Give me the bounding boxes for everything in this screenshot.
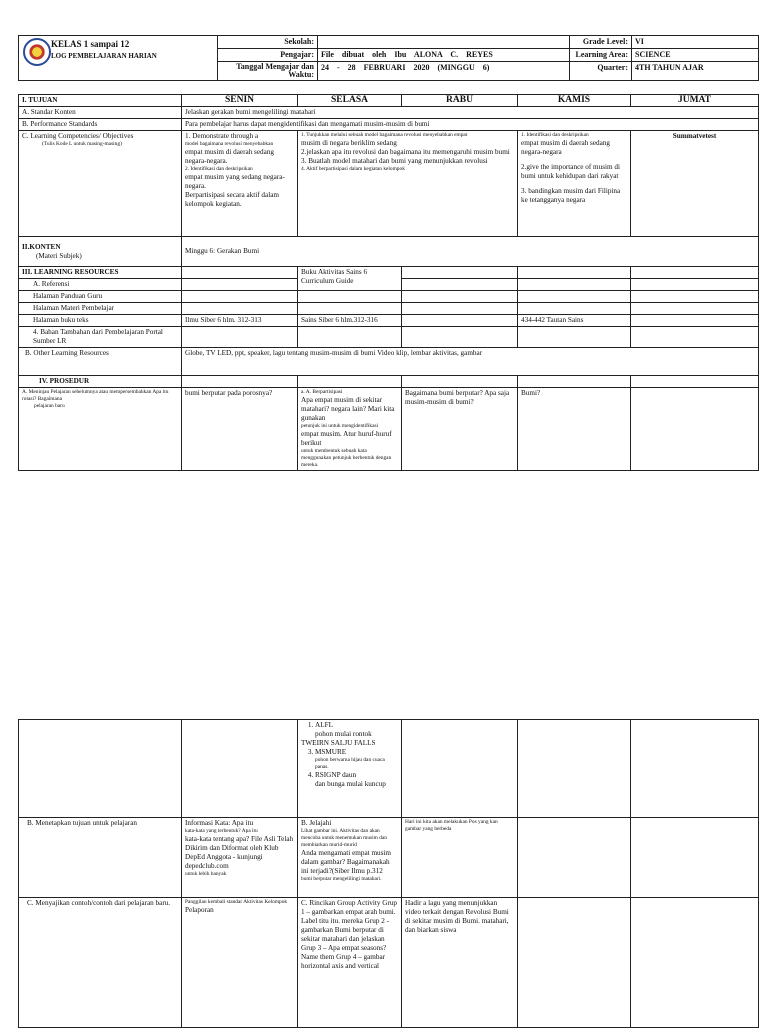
lesson-log-table bbox=[18, 94, 759, 471]
scramble-word-list bbox=[301, 721, 398, 789]
contoh-senin: Panggilan kembali standar Aktivitas Kelompok Pelaporan bbox=[182, 898, 298, 1028]
kamis-obj-2: empat musim di daerah sedang negara-negara bbox=[521, 139, 611, 156]
standar-konten-value: Jelaskan gerakan bumi mengelilingi matahari bbox=[182, 107, 759, 119]
senin-buku-teks: Ilmu Siber 6 hlm. 312-313 bbox=[182, 315, 298, 327]
scramble-word-item: 4. RSIGNP daun dan bunga mulai kuncup bbox=[315, 771, 398, 789]
review-senin: bumi berputar pada porosnya? bbox=[182, 388, 298, 471]
school-logo-cell bbox=[19, 36, 218, 81]
konten-sub: (Materi Subjek) bbox=[36, 251, 82, 260]
deped-seal-icon bbox=[23, 38, 51, 66]
quarter-label: Quarter: bbox=[570, 62, 632, 81]
review-kamis: Bumi? bbox=[518, 388, 631, 471]
panduan-guru-label: Halaman Panduan Guru bbox=[19, 291, 182, 303]
selasa-reference: Buku Aktivitas Sains 6 Curriculum Guide bbox=[298, 267, 402, 291]
review-label-cell bbox=[19, 388, 182, 471]
tujuan-pelajaran-senin: Informasi Kata: Apa itu kata-kata yang terbentuk? Apa itu kata-kata tentang apa? File Asli Telah Dikirim dan Diformat oleh Klub DepEd Anggota - kunjungi depedclub.com untuk lebih banyak bbox=[182, 818, 298, 898]
senin-obj-3s: 2. Identifikasi dan deskripsikan bbox=[185, 166, 253, 172]
senin-obj-1s: model bagaimana revolusi menyebabkan bbox=[185, 141, 274, 147]
review-selasa-2: Apa empat musim di sekitar matahari? negara lain? Mari kita gunakan bbox=[301, 396, 395, 422]
scramble-word-item: 3. MSMURE pohon berwarna hijau dan cuaca panas. bbox=[315, 748, 398, 771]
review-label: A. Meninjau Pelajaran sebelumnya atau mempersembahkan Apa itu rotasi? Bagaimana bbox=[22, 389, 169, 402]
tanggal-value: 24 - 28 FEBRUARI 2020 (MINGGU 6) bbox=[318, 62, 570, 81]
standar-konten-label: A. Standar Konten bbox=[19, 107, 182, 119]
kamis-obj-1s: 1. Identifikasi dan deskripsikan bbox=[521, 132, 589, 138]
tujuan-title: I. TUJUAN bbox=[19, 95, 182, 107]
review-selasa-5s: untuk membentuk sebuah kata menggunakan petunjuk berbentuk dengan mereka. bbox=[301, 448, 392, 468]
scramble-words-cell bbox=[298, 720, 402, 818]
day-kamis: KAMIS bbox=[518, 95, 631, 107]
review-selasa bbox=[298, 388, 402, 471]
selasa-buku-teks: Sains Siber 6 hlm.312-316 bbox=[298, 315, 402, 327]
portal-lr-label: 4. Bahan Tambahan dari Pembelajaran Portal Sumber LR bbox=[19, 327, 182, 348]
materi-pembelajar-label: Halaman Materi Pembelajar bbox=[19, 303, 182, 315]
competencies-label: C. Learning Competencies/ Objectives bbox=[22, 132, 134, 140]
competencies-senin bbox=[182, 131, 298, 237]
quarter-value: 4TH TAHUN AJAR bbox=[632, 62, 759, 81]
kamis-obj-3: 2.give the importance of musim di bumi untuk kehidupan dari rakyat bbox=[521, 163, 621, 180]
other-resources-label: B. Other Learning Resources bbox=[19, 348, 182, 376]
selasa-obj-1s: 1. Tunjukkan melalui sebuah model bagaimana revolusi menyebabkan empat bbox=[301, 132, 468, 138]
sekolah-label: Sekolah: bbox=[218, 36, 318, 49]
selasa-obj-3: 2.jelaskan apa itu revolusi dan bagaimana itu memengaruhi musim bumi bbox=[301, 148, 510, 156]
grade-label: Grade Level: bbox=[570, 36, 632, 49]
scramble-word-item: TWEIRN SALJU FALLS bbox=[301, 739, 376, 747]
prosedur-title: IV. PROSEDUR bbox=[19, 376, 182, 388]
selasa-obj-5s: 4. Aktif berpartisipasi dalam kegiatan kelompok bbox=[301, 166, 405, 172]
header-table bbox=[18, 35, 759, 81]
senin-obj-1: 1. Demonstrate through a bbox=[185, 132, 259, 140]
area-value: SCIENCE bbox=[632, 49, 759, 62]
grade-value: VI bbox=[632, 36, 759, 49]
review-selasa-4: empat musim. Atur huruf-huruf berikut bbox=[301, 430, 392, 447]
selasa-obj-4: 3. Buatlah model matahari dan bumi yang menunjukkan revolusi bbox=[301, 157, 488, 165]
competencies-cell bbox=[19, 131, 182, 237]
tujuan-pelajaran-selasa: B. Jelajahi Lihat gambar ini. Aktivitas dan akan mencoba untuk menemukan musim dan membiarkan murid-murid Anda mengamati empat musim dalam gambar? Bagaimanakah ini terjadi?(Siber Ilmu p.312 bumi berputar mengelilingi matahari. bbox=[298, 818, 402, 898]
pengajar-label: Pengajar: bbox=[218, 49, 318, 62]
contoh-selasa: C. Rincikan Group Activity Grup 1 – gambarkan empat arah bumi. Label titu itu. mereka Grup 2 - gambarkan Bumi berputar di sekitar matahari dan jelaskan Grup 3 – Apa empat seasons? Name them Grup 4 – gambar horizontal axis and vertical bbox=[298, 898, 402, 1028]
review-selasa-3s: petunjuk ini untuk mengidentifikasi bbox=[301, 423, 379, 429]
day-senin: SENIN bbox=[182, 95, 298, 107]
performance-standards-value: Para pembelajar harus dapat mengidentifikasi dan mengamati musim-musim di bumi bbox=[182, 119, 759, 131]
tujuan-pelajaran-rabu: Hari ini kita akan melakukan Pos yang kan gambar yang berbeda bbox=[402, 818, 518, 898]
review-rabu: Bagaimana bumi berputar? Apa saja musim-musim di bumi? bbox=[402, 388, 518, 471]
konten-value: Minggu 6: Gerakan Bumi bbox=[182, 237, 759, 267]
senin-obj-2: empat musim di daerah sedang negara-negara. bbox=[185, 148, 275, 165]
competencies-jumat: Summatvetest bbox=[631, 131, 759, 237]
day-rabu: RABU bbox=[402, 95, 518, 107]
day-jumat: JUMAT bbox=[631, 95, 759, 107]
selasa-obj-2: musim di negara beriklim sedang bbox=[301, 139, 397, 147]
day-selasa: SELASA bbox=[298, 95, 402, 107]
senin-obj-4: empat musim yang sedang negara-negara. bbox=[185, 173, 285, 190]
performance-standards-label: B. Performance Standards bbox=[19, 119, 182, 131]
review-label-2: pelajaran baru bbox=[34, 403, 65, 409]
review-selasa-1s: a. A. Berpartisipasi bbox=[301, 389, 343, 395]
contoh-label: C. Menyajikan contoh/contoh dari pelajaran baru. bbox=[19, 898, 182, 1028]
kamis-obj-4: 3. bandingkan musim dari Filipina ke tetangganya negara bbox=[521, 187, 621, 204]
logo-subtitle: LOG PEMBELAJARAN HARIAN bbox=[51, 52, 157, 60]
resources-title: III. LEARNING RESOURCES bbox=[19, 267, 182, 279]
tanggal-label: Tanggal Mengajar dan Waktu: bbox=[218, 62, 318, 81]
senin-obj-5: Berpartisipasi secara aktif dalam kelompok kegiatan. bbox=[185, 191, 279, 208]
referensi-label: A. Referensi bbox=[19, 279, 182, 291]
contoh-rabu: Hadir a lagu yang menunjukkan video terkait dengan Revolusi Bumi di sekitar musim di Bumi. matahari, dan biarkan siswa bbox=[402, 898, 518, 1028]
competencies-kamis bbox=[518, 131, 631, 237]
lesson-log-table-page2 bbox=[18, 719, 759, 1028]
kamis-buku-teks: 434-442 Tautan Sains bbox=[518, 315, 631, 327]
competencies-selasa bbox=[298, 131, 518, 237]
competencies-note: (Tulis Kode L untuk masing-masing) bbox=[42, 141, 122, 147]
konten-cell bbox=[19, 237, 182, 267]
logo-title: KELAS 1 sampai 12 bbox=[51, 39, 130, 49]
other-resources-value: Globe, TV LED, ppt, speaker, lagu tentang musim-musim di bumi Video klip, lembar aktivitas, gambar bbox=[182, 348, 759, 376]
tujuan-pelajaran-label: B. Menetapkan tujuan untuk pelajaran bbox=[19, 818, 182, 898]
konten-title: II.KONTEN bbox=[22, 242, 61, 251]
scramble-word-item: 1. ALFL pohon mulai rontok bbox=[315, 721, 398, 739]
area-label: Learning Area: bbox=[570, 49, 632, 62]
sekolah-value bbox=[318, 36, 570, 49]
buku-teks-label: Halaman buku teks bbox=[19, 315, 182, 327]
pengajar-value: File dibuat oleh Ibu ALONA C. REYES bbox=[318, 49, 570, 62]
